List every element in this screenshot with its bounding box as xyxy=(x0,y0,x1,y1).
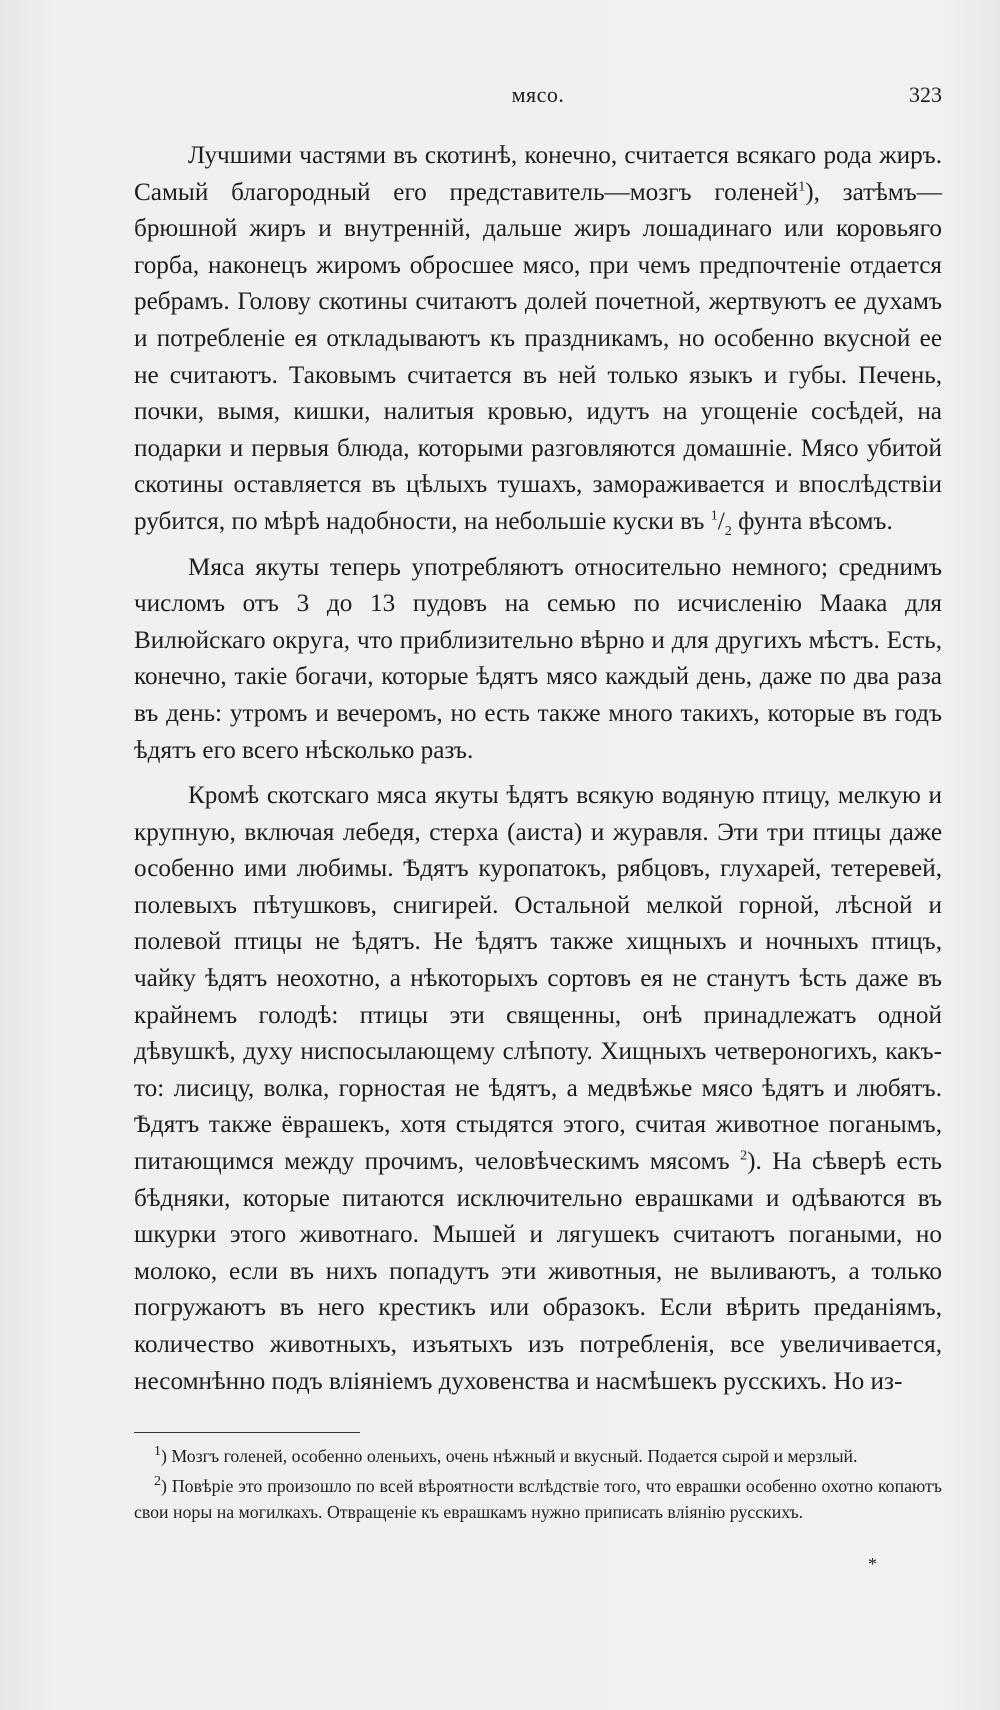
page-number: 323 xyxy=(909,82,942,107)
paragraph-1: Лучшими частями въ скотинѣ, конечно, считается всякаго рода жиръ. Самый благородный его представитель—мозгъ голеней$^1$), затѣмъ—брюшной жиръ и внутренній, дальше жиръ лошадинаго или коровьяго горба, наконецъ жиромъ обросшее мясо, при чемъ предпочтеніе отдается ребрамъ. Голову скотины считаютъ долей почетной, жертвуютъ ее духамъ и потребленіе ея откладываютъ къ праздникамъ, но особенно вкусной ее не считаютъ. Таковымъ считается въ ней только языкъ и губы. Печень, почки, вымя, кишки, налитыя кровью, идутъ на угощеніе сосѣдей, на подарки и первыя блюда, которыми разговляются домашніе. Мясо убитой скотины оставляется въ цѣлыхъ тушахъ, замораживается и впослѣдствіи рубится, по мѣрѣ надобности, на небольшіе куски въ $^1/_2$ фунта вѣсомъ. xyxy=(134,142,942,539)
fraction-denominator: 2 xyxy=(724,523,732,539)
footnote-mark-2: 2 xyxy=(154,1474,161,1490)
printer-mark: * xyxy=(868,1554,877,1574)
footnote-separator xyxy=(134,1432,360,1433)
fraction-slash: / xyxy=(717,507,725,535)
footnote-ref-2: 2 xyxy=(740,1148,748,1164)
footnote-ref-1: 1 xyxy=(798,179,806,195)
footnote-1: $^1$) Мозгъ голеней, особенно оленьихъ, очень нѣжный и вкусный. Подается сырой и мерзлый. xyxy=(154,1444,858,1466)
footnote-mark-1: 1 xyxy=(154,1444,161,1460)
footnote-2: $^2$) Повѣріе это произошло по всей вѣроятности вслѣдствіе того, что еврашки особенно охотно копаютъ свои норы на могилкахъ. Отвращеніе къ еврашкамъ нужно приписать вліянію русскихъ. xyxy=(134,1474,942,1522)
footnotes xyxy=(134,1443,942,1529)
running-head: мясо. xyxy=(511,82,565,107)
paragraph-3: Кромѣ скотскаго мяса якуты ѣдятъ всякую водяную птицу, мелкую и крупную, включая лебедя, стерха (аиста) и журавля. Эти три птицы даже особенно ими любимы. Ѣдятъ куропатокъ, рябцовъ, глухарей, тетеревей, полевыхъ пѣтушковъ, снигирей. Остальной мелкой горной, лѣсной и полевой птицы не ѣдятъ. Не ѣдятъ также хищныхъ и ночныхъ птицъ, чайку ѣдятъ неохотно, а нѣкоторыхъ сортовъ ея не станутъ ѣсть даже въ крайнемъ голодѣ: птицы эти священны, онѣ принадлежатъ одной дѣвушкѣ, духу ниспосылающему слѣпоту. Хищныхъ четвероногихъ, какъ-то: лисицу, волка, горностая не ѣдятъ, а медвѣжье мясо ѣдятъ и любятъ. Ѣдятъ также ёврашекъ, хотя стыдятся этого, считая животное поганымъ, питающимся между прочимъ, человѣческимъ мясомъ $^2$). На сѣверѣ есть бѣдняки, которые питаются исключительно еврашками и одѣваются въ шкурки этого животнаго. Мышей и лягушекъ считаютъ погаными, но молоко, если въ нихъ попадутъ эти животныя, не выливаютъ, а только погружаютъ въ него крестикъ или образокъ. Если вѣрить преданіямъ, количество животныхъ, изъятыхъ изъ потребленія, все увеличивается, несомнѣнно подъ вліяніемъ духовенства и насмѣшекъ русскихъ. Но из- xyxy=(134,782,942,1395)
fraction-numerator: 1 xyxy=(710,508,718,524)
body-text xyxy=(134,138,942,1409)
page-header xyxy=(134,82,942,116)
paragraph-2: Мяса якуты теперь употребляютъ относительно немного; среднимъ числомъ отъ 3 до 13 пудовъ на семью по исчисленію Маака для Вилюйскаго округа, что приблизительно вѣрно и для другихъ мѣстъ. Есть, конечно, такіе богачи, которые ѣдятъ мясо каждый день, даже по два раза въ день: утромъ и вечеромъ, но есть также много такихъ, которые въ годъ ѣдятъ его всего нѣсколько разъ. xyxy=(134,553,942,764)
